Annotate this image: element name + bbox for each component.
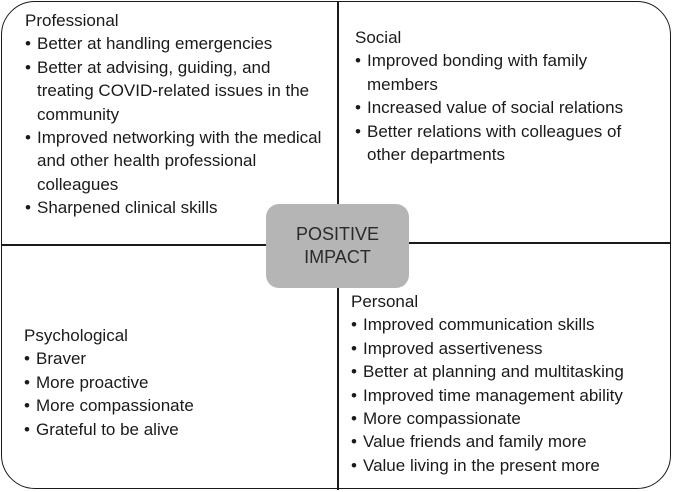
list-item: • Improved assertiveness xyxy=(351,337,669,360)
quadrant-heading-professional: Professional xyxy=(25,11,119,30)
center-label-line2: IMPACT xyxy=(304,247,371,267)
list-personal xyxy=(351,313,669,477)
list-item: • Better at planning and multitasking xyxy=(351,360,669,383)
list-item: • Grateful to be alive xyxy=(24,418,314,441)
list-item: • Improved networking with the medical and other health professional colleagues xyxy=(25,126,325,196)
list-item: • Better relations with colleagues of other departments xyxy=(355,120,645,167)
list-item: • More proactive xyxy=(24,371,314,394)
quadrant-personal xyxy=(351,290,669,477)
horizontal-divider-right xyxy=(409,242,671,244)
list-item: • More compassionate xyxy=(351,407,669,430)
list-item: • Better at advising, guiding, and treating COVID-related issues in the community xyxy=(25,56,325,126)
quadrant-social xyxy=(355,26,645,166)
list-psychological xyxy=(24,347,314,441)
horizontal-divider-left xyxy=(1,244,266,246)
quadrant-heading-personal: Personal xyxy=(351,292,419,311)
quadrant-heading-psychological: Psychological xyxy=(24,326,128,345)
list-item: • Increased value of social relations xyxy=(355,96,645,119)
list-item: • Sharpened clinical skills xyxy=(25,196,325,219)
list-professional xyxy=(25,32,325,219)
list-item: • Value living in the present more xyxy=(351,454,669,477)
list-item: • Braver xyxy=(24,347,314,370)
list-item: • Better at handling emergencies xyxy=(25,32,325,55)
quadrant-psychological xyxy=(24,324,314,441)
list-item: • Improved time management ability xyxy=(351,384,669,407)
quadrant-heading-social: Social xyxy=(355,28,402,47)
list-item: • More compassionate xyxy=(24,394,314,417)
quadrant-professional xyxy=(25,9,325,220)
list-item: • Improved communication skills xyxy=(351,313,669,336)
list-social xyxy=(355,49,645,166)
center-positive-impact-box xyxy=(266,204,409,288)
list-item: • Value friends and family more xyxy=(351,430,669,453)
list-item: • Improved bonding with family members xyxy=(355,49,645,96)
center-label-line1: POSITIVE xyxy=(295,224,380,244)
